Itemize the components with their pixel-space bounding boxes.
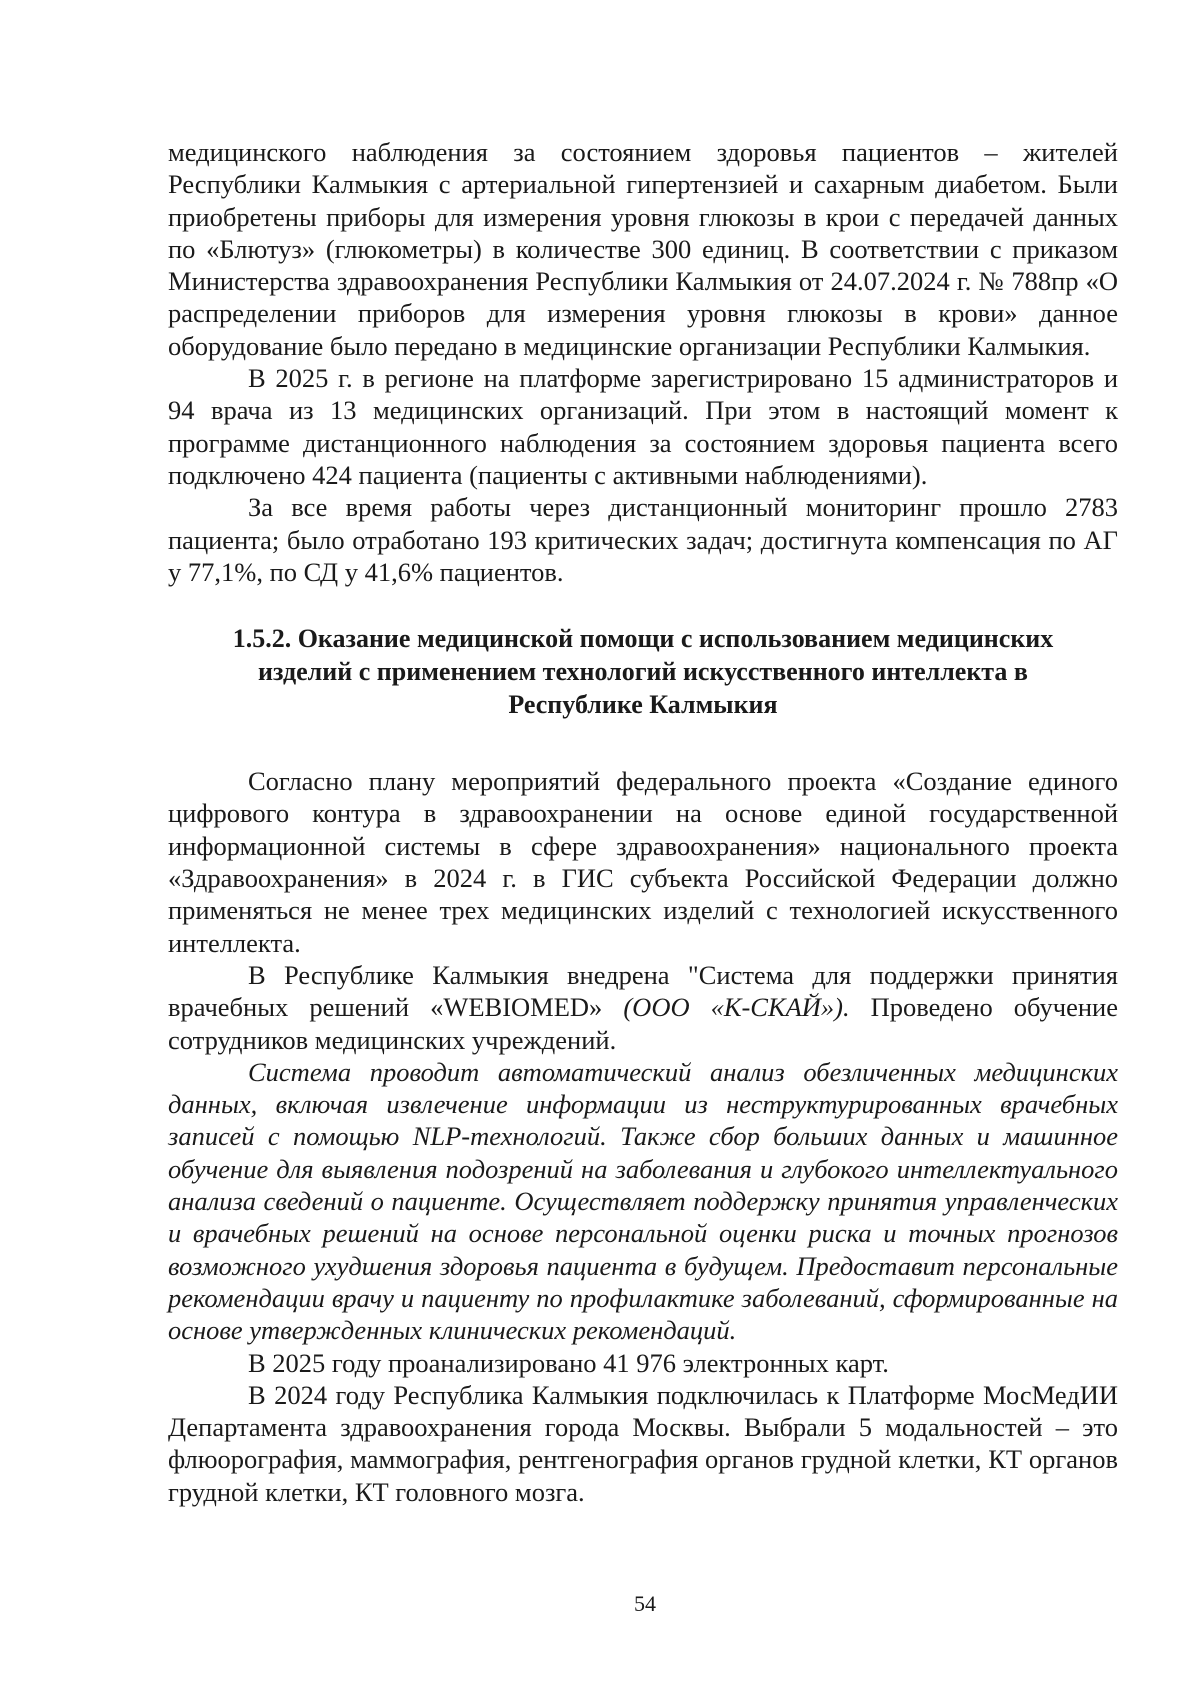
paragraph-federal-project: Согласно плану мероприятий федерального проекта «Создание единого цифрового контура в здравоохранении на основе единой государственной информационной системы в сфере здравоохранения» национального проекта «Здравоохранения» в 2024 г. в ГИС субъекта Российской Федерации должно применяться не менее трех медицинских изделий с технологией искусственного интеллекта. (168, 766, 1118, 958)
page-number: 54 (634, 1591, 656, 1616)
paragraph-webiomed (168, 959, 1118, 1056)
paragraph-cards-analyzed: В 2025 году проанализировано 41 976 электронных карт. (248, 1347, 889, 1378)
section-heading: 1.5.2. Оказание медицинской помощи с использованием медицинских изделий с применением технологий искусственного интеллекта в Республике Калмыкия (232, 624, 1054, 720)
webiomed-text: В Республике Калмыкия внедрена "Система для поддержки принятия врачебных решений «WEBIOMED» (168, 959, 1118, 1023)
paragraph-mosmedii: В 2024 году Республика Калмыкия подключилась к Платформе МосМедИИ Департамента здравоохранения города Москвы. Выбрали 5 модальностей – это флюорография, маммография, рентгенография органов грудной клетки, КТ органов грудной клетки, КТ головного мозга. (168, 1379, 1118, 1507)
webiomed-vendor: (ООО «К-СКАЙ»). (602, 992, 850, 1023)
paragraph-platform-registration: В 2025 г. в регионе на платформе зарегистрировано 15 администраторов и 94 врача из 13 медицинских организаций. При этом в настоящий момент к программе дистанционного наблюдения за состоянием здоровья пациента всего подключено 424 пациента (пациенты с активными наблюдениями). (168, 363, 1118, 490)
document-page (168, 136, 1118, 1508)
paragraph-monitoring-results: За все время работы через дистанционный мониторинг прошло 2783 пациента; было отработано 193 критических задач; достигнута компенсация по АГ у 77,1%, по СД у 41,6% пациентов. (168, 492, 1118, 587)
webiomed-training: Проведено обучение сотрудников медицинских учреждений. (168, 992, 1118, 1055)
paragraph-system-description: Система проводит автоматический анализ обезличенных медицинских данных, включая извлечение информации из неструктурированных врачебных записей с помощью NLP-технологий. Также сбор больших данных и машинное обучение для выявления подозрений на заболевания и глубокого интеллектуального анализа сведений о пациенте. Осуществляет поддержку принятия управленческих и врачебных решений на основе персональной оценки риска и точных прогнозов возможного ухудшения здоровья пациента в будущем. Предоставит персональные рекомендации врачу и пациенту по профилактике заболеваний, сформированные на основе утвержденных клинических рекомендаций. (168, 1056, 1118, 1346)
paragraph-continued: медицинского наблюдения за состоянием здоровья пациентов – жителей Республики Калмыкия с артериальной гипертензией и сахарным диабетом. Были приобретены приборы для измерения уровня глюкозы в крои с передачей данных по «Блютуз» (глюкометры) в количестве 300 единиц. В соответствии с приказом Министерства здравоохранения Республики Калмыкия от 24.07.2024 г. № 788пр «О распределении приборов для измерения уровня глюкозы в крови» данное оборудование было передано в медицинские организации Республики Калмыкия. (168, 137, 1118, 361)
